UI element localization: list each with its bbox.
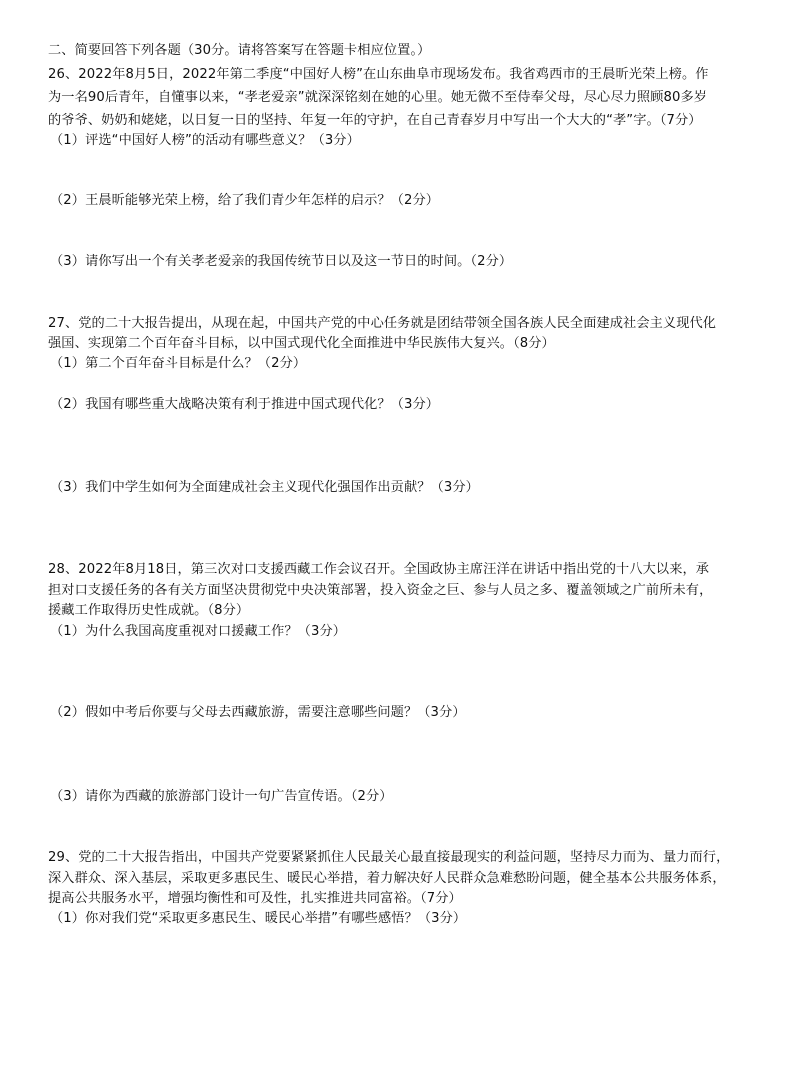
q26-subquestion-2: （2）王晨昕能够光荣上榜，给了我们青少年怎样的启示？（2分） [50,193,440,208]
q29-stem-line-1: 29、党的二十大报告指出，中国共产党要紧紧抓住人民最关心最直接最现实的利益问题，坚持尽力而为、量力而行， [48,850,730,865]
q27-stem-line-1: 27、党的二十大报告提出，从现在起，中国共产党的中心任务就是团结带领全国各族人民全面建成社会主义现代化 [48,316,717,331]
q27-subquestion-2: （2）我国有哪些重大战略决策有利于推进中国式现代化？（3分） [50,397,440,412]
q26-stem-line-3: 的爷爷、奶奶和姥姥，以日复一日的坚持、年复一年的守护，在自己青春岁月中写出一个大大的“孝”字。（7分） [48,113,702,128]
q27-subquestion-1: （1）第二个百年奋斗目标是什么？（2分） [50,356,307,371]
q27-stem-line-2: 强国、实现第二个百年奋斗目标，以中国式现代化全面推进中华民族伟大复兴。（8分） [48,336,555,351]
q28-stem-line-3: 援藏工作取得历史性成就。（8分） [48,603,250,618]
q26-subquestion-3: （3）请你写出一个有关孝老爱亲的我国传统节日以及这一节日的时间。（2分） [50,254,513,269]
q28-stem-line-1: 28、2022年8月18日，第三次对口支援西藏工作会议召开。全国政协主席汪洋在讲话中指出党的十八大以来，承 [48,562,710,577]
q26-subquestion-1: （1）评选“中国好人榜”的活动有哪些意义？（3分） [50,133,360,148]
q27-subquestion-3: （3）我们中学生如何为全面建成社会主义现代化强国作出贡献？（3分） [50,480,479,495]
q26-stem-line-1: 26、2022年8月5日，2022年第二季度“中国好人榜”在山东曲阜市现场发布。我省鸡西市的王晨昕光荣上榜。作 [48,67,709,82]
q28-subquestion-1: （1）为什么我国高度重视对口援藏工作？（3分） [50,624,347,639]
q28-stem-line-2: 担对口支援任务的各有关方面坚决贯彻党中央决策部署，投入资金之巨、参与人员之多、覆盖领域之广前所未有， [48,583,713,598]
q28-subquestion-2: （2）假如中考后你要与父母去西藏旅游，需要注意哪些问题？（3分） [50,705,466,720]
section-heading: 二、简要回答下列各题（30分。请将答案写在答题卡相应位置。） [48,43,431,58]
q26-stem-line-2: 为一名90后青年，自懂事以来，“孝老爱亲”就深深铭刻在她的心里。她无微不至侍奉父母，尽心尽力照顾80多岁 [48,90,708,105]
q28-subquestion-3: （3）请你为西藏的旅游部门设计一句广告宣传语。（2分） [50,789,393,804]
q29-stem-line-3: 提高公共服务水平，增强均衡性和可及性，扎实推进共同富裕。（7分） [48,891,462,906]
q29-subquestion-1: （1）你对我们党“采取更多惠民生、暖民心举措”有哪些感悟？（3分） [50,911,467,926]
q29-stem-line-2: 深入群众、深入基层，采取更多惠民生、暖民心举措，着力解决好人民群众急难愁盼问题，健全基本公共服务体系， [48,871,726,886]
